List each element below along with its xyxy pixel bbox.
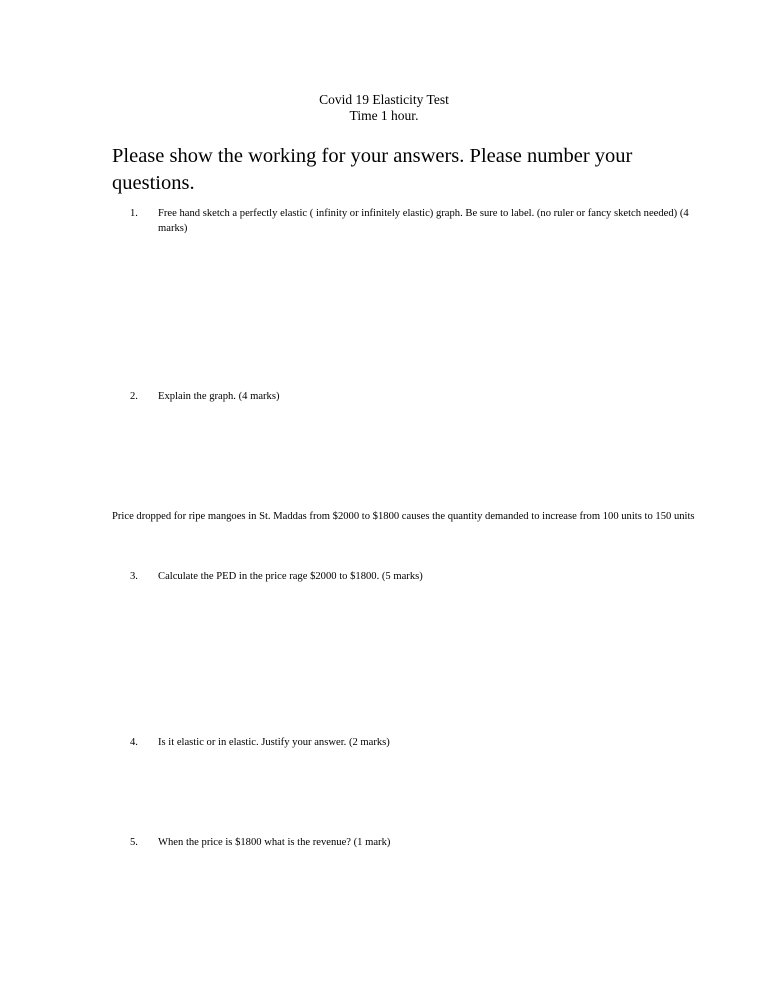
question-text: Is it elastic or in elastic. Justify your answer. (2 marks) [158,737,390,748]
question-number: 2. [130,391,138,402]
question-5 [130,835,690,850]
question-3 [130,569,690,584]
question-2 [130,389,690,404]
question-number: 4. [130,737,138,748]
instructions-heading: Please show the working for your answers. Please number your questions. [112,145,633,194]
question-4 [130,735,690,750]
question-text: Calculate the PED in the price rage $2000 to $1800. (5 marks) [158,571,423,582]
scenario-paragraph: Price dropped for ripe mangoes in St. Maddas from $2000 to $1800 causes the quantity demanded to increase from 100 units to 150 units [112,511,695,522]
document-subtitle: Time 1 hour. [349,108,419,123]
question-text: Free hand sketch a perfectly elastic ( infinity or infinitely elastic) graph. Be sure to label. (no ruler or fancy sketch needed) (4 marks) [158,208,689,234]
question-text: When the price is $1800 what is the revenue? (1 mark) [158,837,391,848]
question-number: 3. [130,571,138,582]
question-number: 5. [130,837,138,848]
document-title: Covid 19 Elasticity Test [319,92,449,107]
question-number: 1. [130,208,138,219]
question-1 [130,206,690,236]
question-text: Explain the graph. (4 marks) [158,391,280,402]
